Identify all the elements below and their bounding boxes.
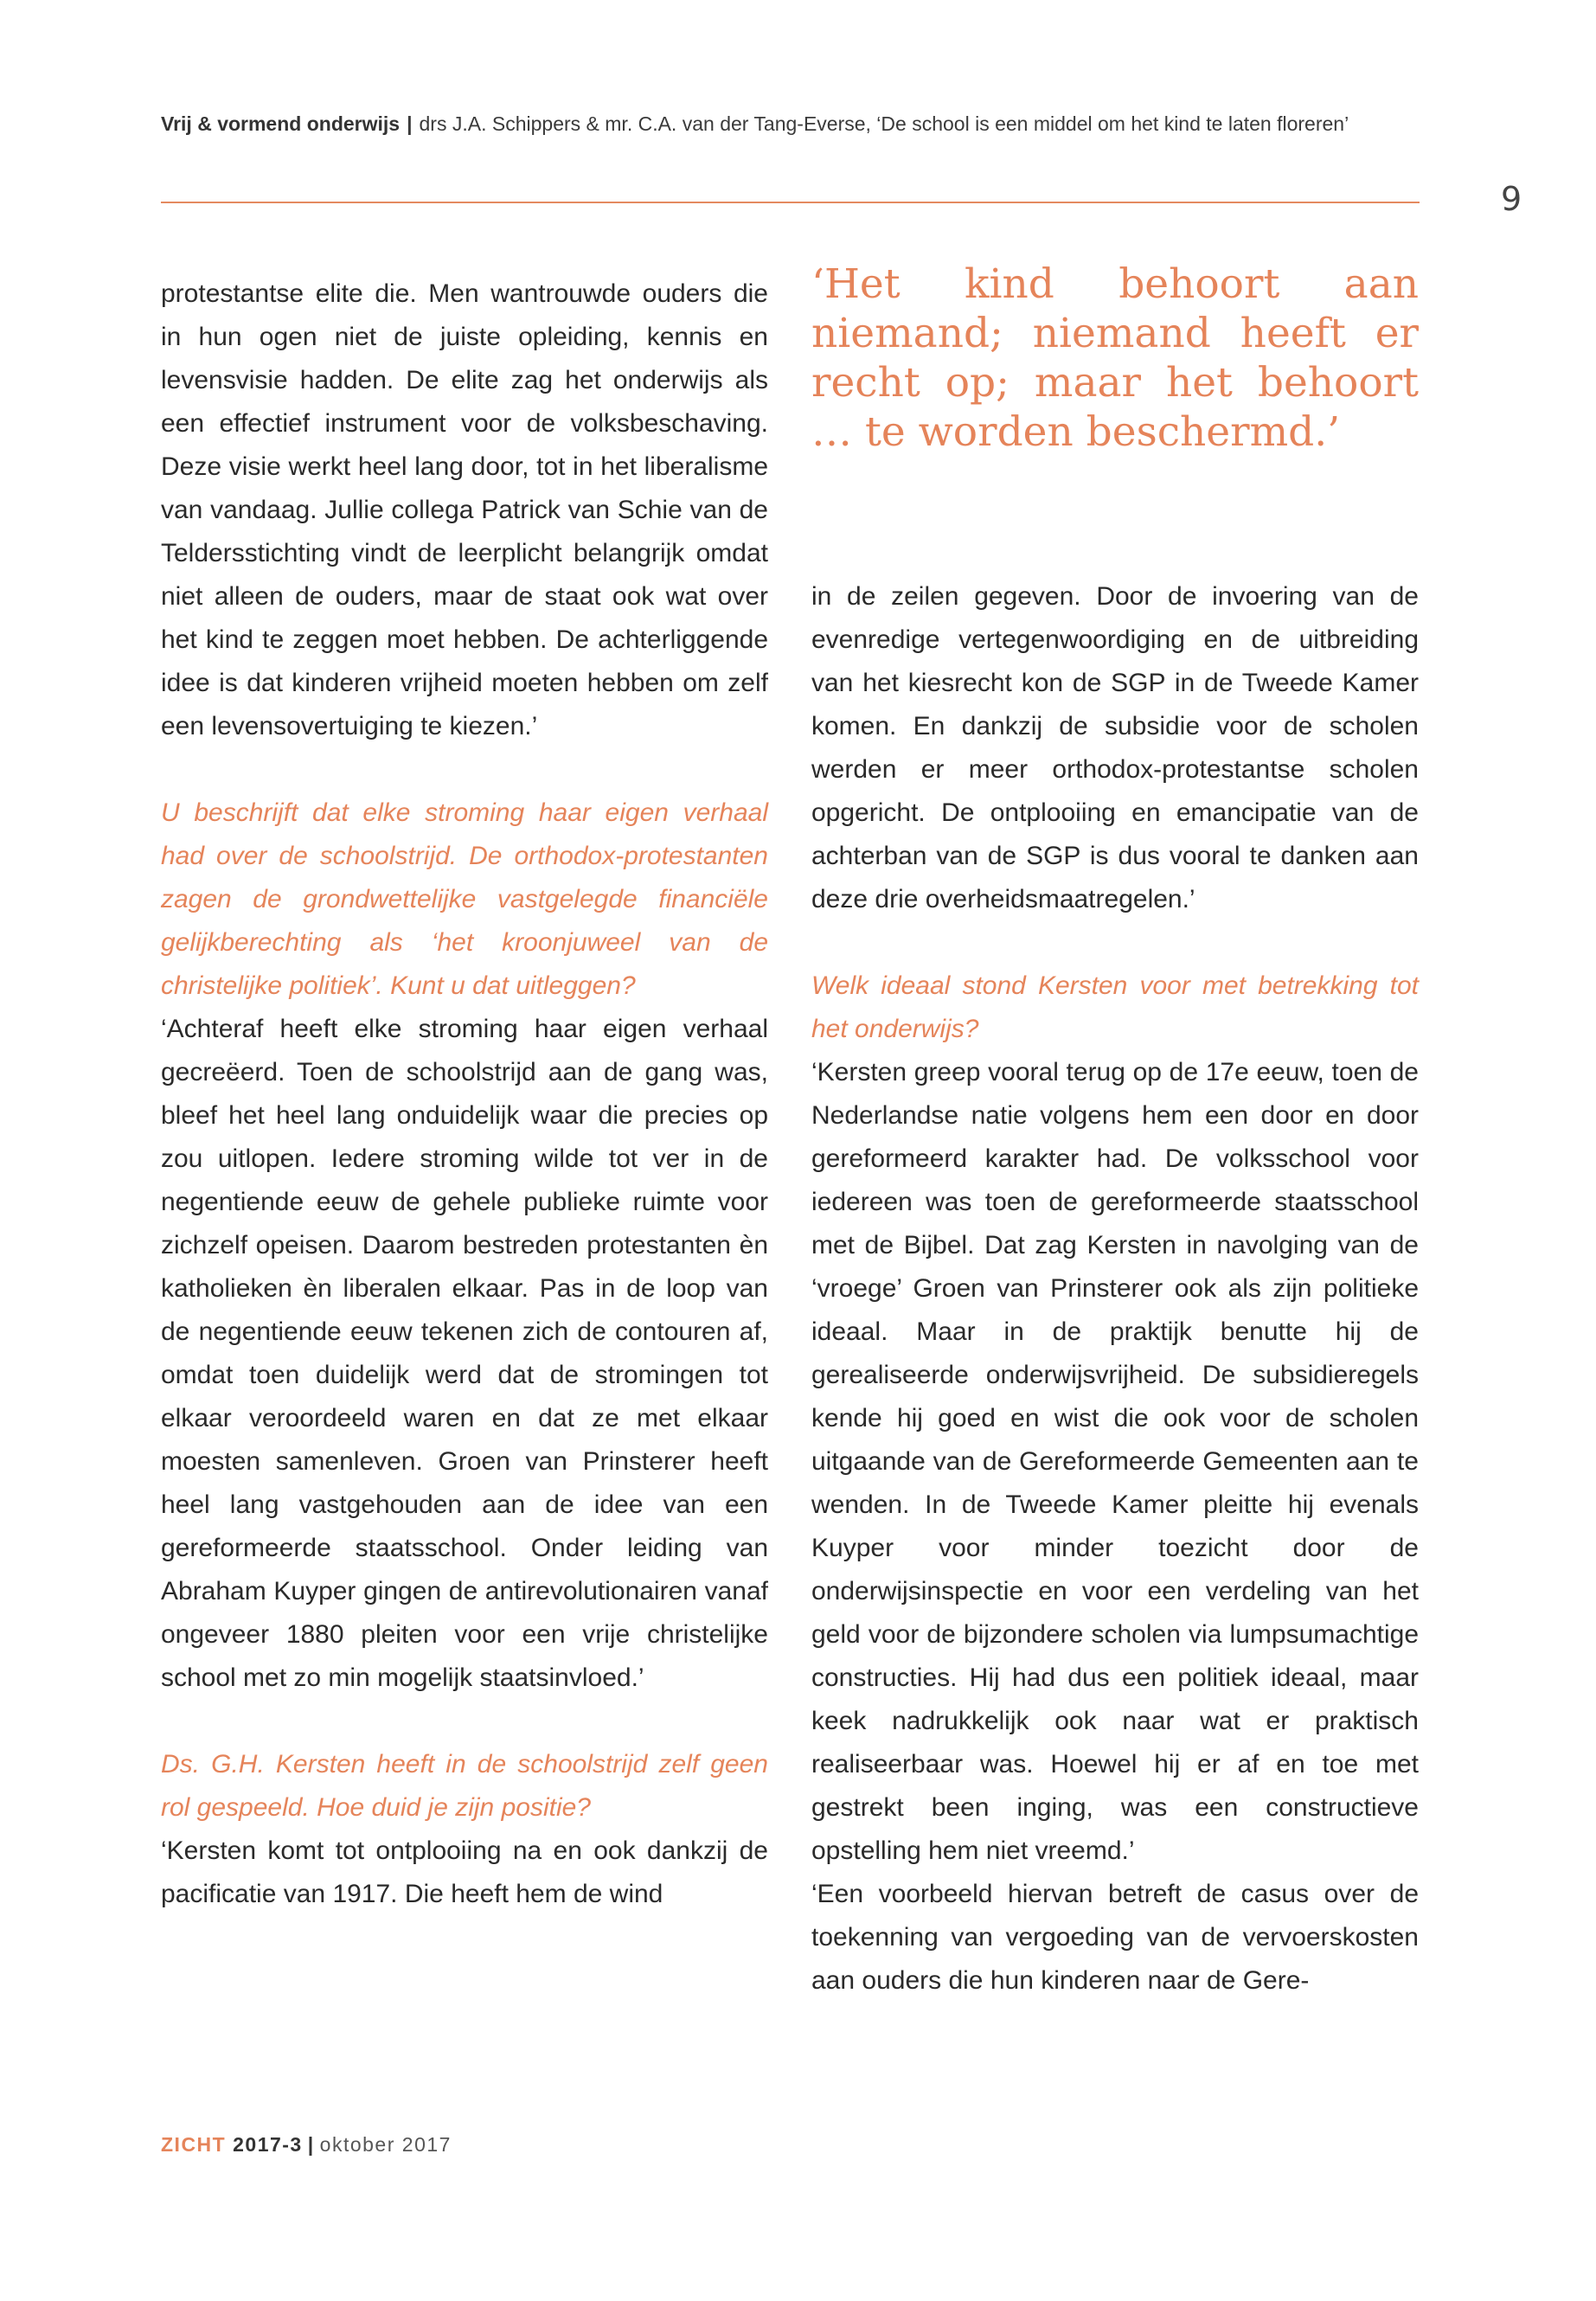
- issue-number: 2017-3: [233, 2133, 303, 2156]
- running-header: [161, 112, 1424, 136]
- article-citation: drs J.A. Schippers & mr. C.A. van der Tang-Everse, ‘De school is een middel om het kind te laten floreren’: [419, 112, 1349, 135]
- answer-paragraph: in de zeilen gegeven. Door de invoering van de evenredige vertegenwoordiging en de uitbreiding van het kiesrecht kon de SGP in de Tweede Kamer komen. En dankzij de subsidie voor de scholen werden er meer orthodox-protestantse scholen opgericht. De ontplooiing en emancipatie van de achterban van de SGP is dus vooral te danken aan deze drie overheidsmaatregelen.’: [811, 582, 1419, 913]
- question-paragraph: Welk ideaal stond Kersten voor met betrekking tot het onderwijs?: [811, 971, 1419, 1043]
- pull-quote-box: [811, 260, 1419, 457]
- answer-paragraph: ‘Kersten greep vooral terug op de 17e eeuw, toen de Nederlandse natie volgens hem een door en door gereformeerd karakter had. De volksschool voor iedereen was toen de gereformeerde staatsschool met de Bijbel. Dat zag Kersten in navolging van de ‘vroege’ Groen van Prinsterer ook als zijn politieke ideaal. Maar in de praktijk benutte hij de gerealiseerde onderwijsvrijheid. De subsidieregels kende hij goed en wist die ook voor de scholen uitgaande van de Gereformeerde Gemeenten aan te wenden. In de Tweede Kamer pleitte hij evenals Kuyper voor minder toezicht door de onderwijsinspectie en voor een verdeling van het geld voor de bijzondere scholen via lumpsumachtige constructies. Hij had dus een politiek ideaal, maar keek nadrukkelijk ook naar wat er praktisch realiseerbaar was. Hoewel hij er af en toe met gestrekt been inging, was een constructieve opstelling hem niet vreemd.’: [811, 1058, 1419, 1865]
- answer-paragraph: ‘Achteraf heeft elke stroming haar eigen verhaal gecreëerd. Toen de schoolstrijd aan de gang was, bleef het heel lang onduidelijk waar die precies op zou uitlopen. Iedere stroming wilde tot ver in de negentiende eeuw de gehele publieke ruimte voor zichzelf opeisen. Daarom bestreden protestanten èn katholieken èn liberalen elkaar. Pas in de loop van de negentiende eeuw tekenen zich de contouren af, omdat toen duidelijk werd dat de stromingen tot elkaar veroordeeld waren en dat ze met elkaar moesten samenleven. Groen van Prinsterer heeft heel lang vastgehouden aan de idee van een gereformeerde staatsschool. Onder leiding van Abraham Kuyper gingen de antirevolutionairen vanaf ongeveer 1880 pleiten voor een vrije christelijke school met zo min mogelijk staatsinvloed.’: [161, 1015, 768, 1692]
- answer-paragraph: ‘Kersten komt tot ontplooiing na en ook dankzij de pacificatie van 1917. Die heeft hem de wind: [161, 1836, 768, 1908]
- page-footer: [161, 2133, 452, 2157]
- header-rule: [161, 202, 1420, 203]
- question-paragraph: Ds. G.H. Kersten heeft in de schoolstrijd zelf geen rol gespeeld. Hoe duid je zijn positie?: [161, 1750, 768, 1822]
- footer-separator: |: [307, 2133, 315, 2156]
- pull-quote: ‘Het kind behoort aan niemand; niemand heeft er recht op; maar het behoort … te worden beschermd.’: [811, 260, 1419, 456]
- answer-paragraph: ‘Een voorbeeld hiervan betreft de casus over de toekenning van vergoeding van de vervoerskosten aan ouders die hun kinderen naar de Gere-: [811, 1880, 1419, 1995]
- header-separator: |: [407, 112, 413, 135]
- magazine-brand: ZICHT: [161, 2133, 227, 2156]
- question-paragraph: U beschrijft dat elke stroming haar eigen verhaal had over de schoolstrijd. De orthodox-protestanten zagen de grondwettelijke vastgelegde financiële gelijkberechting als ‘het kroonjuweel van de christelijke politiek’. Kunt u dat uitleggen?: [161, 798, 768, 1000]
- issue-date: oktober 2017: [319, 2133, 452, 2156]
- right-column: [811, 575, 1419, 2003]
- page-number: 9: [1501, 180, 1522, 218]
- series-title: Vrij & vormend onderwijs: [161, 112, 401, 135]
- answer-paragraph: protestantse elite die. Men wantrouwde ouders die in hun ogen niet de juiste opleiding, kennis en levensvisie hadden. De elite zag het onderwijs als een effectief instrument voor de volksbeschaving. Deze visie werkt heel lang door, tot in het liberalisme van vandaag. Jullie collega Patrick van Schie van de Teldersstichting vindt de leerplicht belangrijk omdat niet alleen de ouders, maar de staat ook wat over het kind te zeggen moet hebben. De achterliggende idee is dat kinderen vrijheid moeten hebben om zelf een levensovertuiging te kiezen.’: [161, 279, 768, 740]
- left-column: [161, 272, 768, 1916]
